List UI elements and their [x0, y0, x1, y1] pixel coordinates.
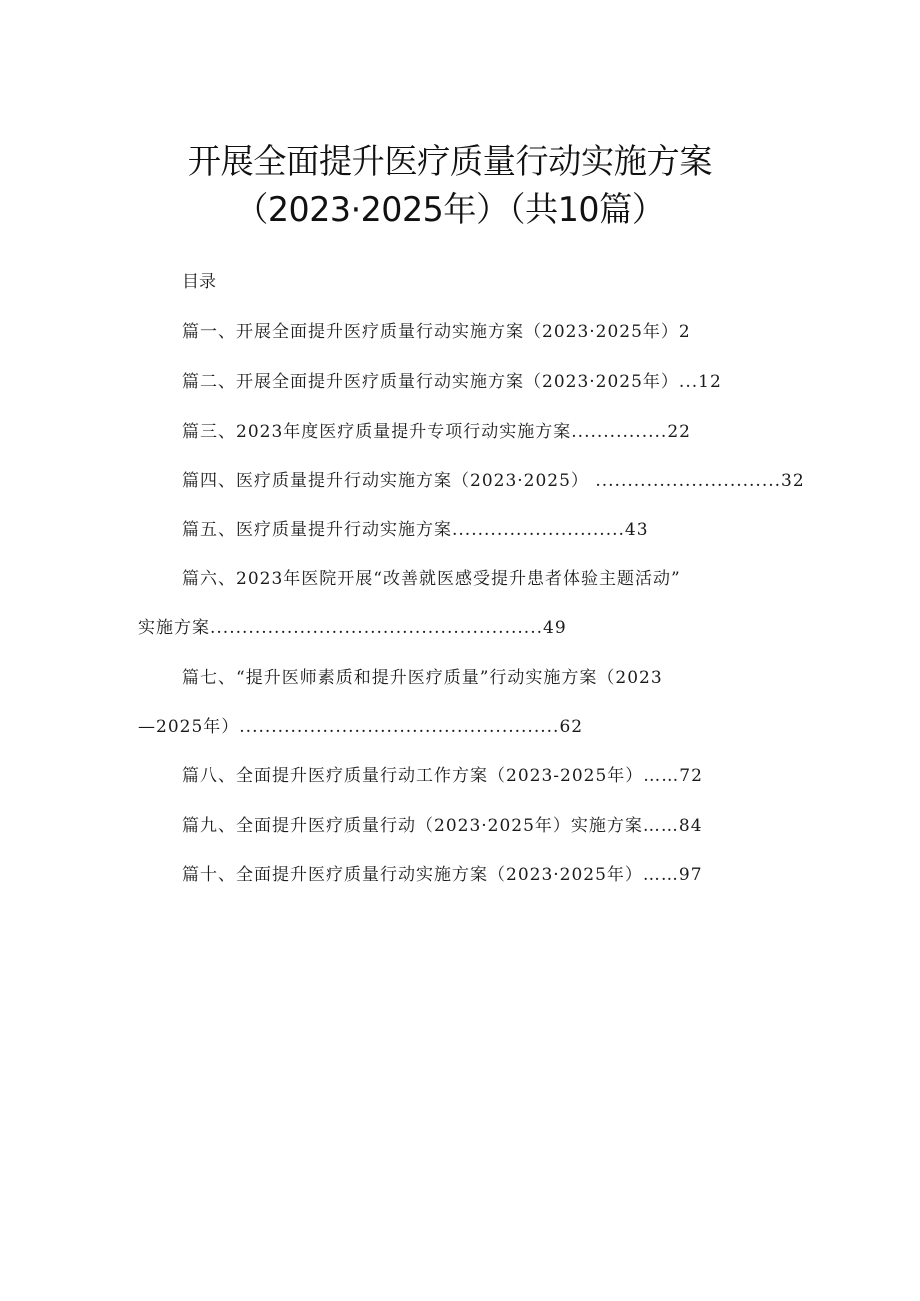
toc-entry-10[interactable]: 篇十、全面提升医疗质量行动实施方案（2023·2025年）……97: [182, 865, 703, 885]
document-title-line1: 开展全面提升医疗质量行动实施方案: [187, 142, 712, 182]
toc-heading: 目录: [182, 272, 216, 292]
toc-entry-4[interactable]: 篇四、医疗质量提升行动实施方案（2023·2025） .............................32: [182, 471, 805, 491]
toc-entry-6-line2[interactable]: 实施方案....................................................49: [138, 618, 567, 638]
toc-entry-3[interactable]: 篇三、2023年度医疗质量提升专项行动实施方案...............22: [182, 422, 691, 442]
toc-entry-2[interactable]: 篇二、开展全面提升医疗质量行动实施方案（2023·2025年）...12: [182, 372, 722, 392]
toc-entry-9[interactable]: 篇九、全面提升医疗质量行动（2023·2025年）实施方案……84: [182, 816, 703, 836]
document-title-line2: （2023·2025年）（共10篇）: [235, 190, 665, 230]
toc-entry-1[interactable]: 篇一、开展全面提升医疗质量行动实施方案（2023·2025年）2: [182, 322, 691, 342]
toc-entry-7-line1[interactable]: 篇七、“提升医师素质和提升医疗质量”行动实施方案（2023: [182, 668, 663, 688]
toc-entry-5[interactable]: 篇五、医疗质量提升行动实施方案...........................43: [182, 520, 649, 540]
toc-entry-6-line1[interactable]: 篇六、2023年医院开展“改善就医感受提升患者体验主题活动”: [182, 569, 681, 589]
toc-entry-8[interactable]: 篇八、全面提升医疗质量行动工作方案（2023-2025年）……72: [182, 766, 703, 786]
toc-entry-7-line2[interactable]: —2025年）..................................................62: [138, 717, 584, 737]
